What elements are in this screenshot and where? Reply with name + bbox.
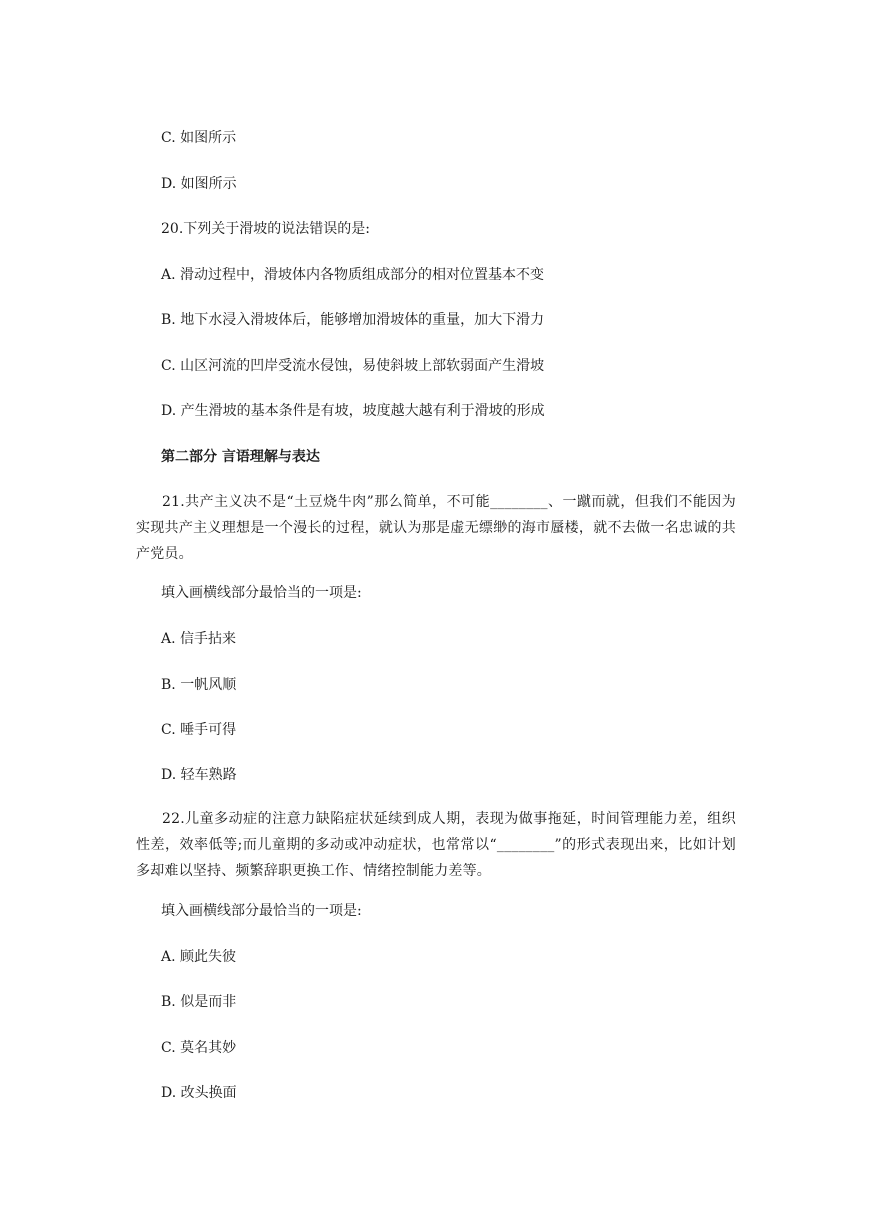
q20-option-a: A. 滑动过程中，滑坡体内各物质组成部分的相对位置基本不变 [161,267,545,283]
q19-option-d: D. 如图所示 [161,176,237,192]
q22-stem: 22.儿童多动症的注意力缺陷症状延续到成人期，表现为做事拖延，时间管理能力差，组织性差，效率低等;而儿童期的多动或冲动症状，也常常以“________”的形式表现出来，比如计划多却难以坚持、频繁辞职更换工作、情绪控制能力差等。 [136,811,736,879]
q22-option-a: A. 顾此失彼 [161,949,237,965]
q22-option-b: B. 似是而非 [161,994,237,1010]
q20-option-b: B. 地下水浸入滑坡体后，能够增加滑坡体的重量，加大下滑力 [161,312,545,328]
q21-option-b: B. 一帆风顺 [161,677,237,693]
q20-stem: 20.下列关于滑坡的说法错误的是: [161,221,370,237]
q22-option-c: C. 莫名其妙 [161,1040,237,1056]
q22-option-d: D. 改头换面 [161,1085,237,1101]
q19-option-c: C. 如图所示 [161,130,237,146]
q20-option-d: D. 产生滑坡的基本条件是有坡，坡度越大越有利于滑坡的形成 [161,403,545,419]
q20-option-c: C. 山区河流的凹岸受流水侵蚀，易使斜坡上部软弱面产生滑坡 [161,358,545,374]
q21-prompt: 填入画横线部分最恰当的一项是: [161,585,362,601]
q21-option-d: D. 轻车熟路 [161,767,237,783]
q22-prompt: 填入画横线部分最恰当的一项是: [161,903,362,919]
section-title: 第二部分 言语理解与表达 [161,449,320,465]
q21-option-c: C. 唾手可得 [161,722,237,738]
q21-option-a: A. 信手拈来 [161,631,237,647]
q21-stem: 21.共产主义决不是“土豆烧牛肉”那么简单，不可能________、一蹴而就，但我们不能因为实现共产主义理想是一个漫长的过程，就认为那是虚无缥缈的海市蜃楼，就不去做一名忠诚的共产党员。 [136,494,736,562]
